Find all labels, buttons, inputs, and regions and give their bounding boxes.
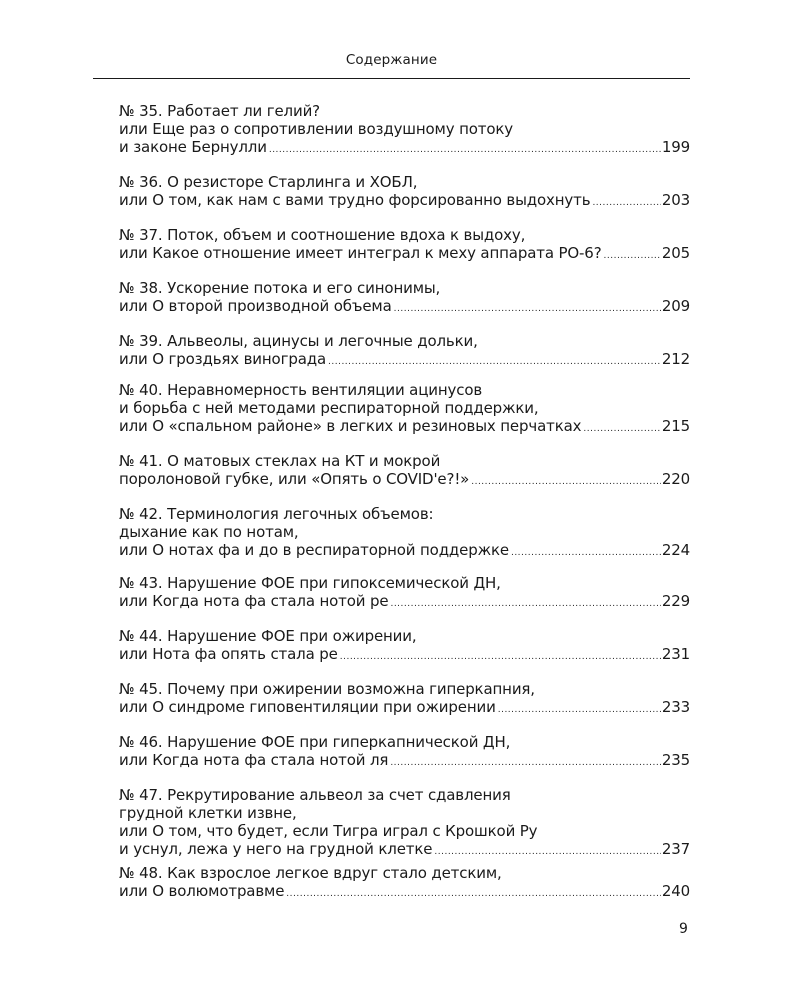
entry-last-line (119, 882, 690, 900)
entry-last-line (119, 840, 690, 858)
toc-entry-35[interactable] (119, 102, 690, 156)
entry-line: № 42. Терминология легочных объемов: (119, 505, 434, 523)
dot-leader (604, 247, 661, 265)
entry-last-line (119, 592, 690, 610)
running-head: Содержание (345, 52, 438, 68)
entry-last-line (119, 297, 690, 315)
entry-text: или О нотах фа и до в респираторной поддержке (119, 541, 509, 559)
dot-leader (583, 420, 660, 438)
entry-last-line (119, 541, 690, 559)
entry-text: поролоновой губке, или «Опять о COVID'е?!» (119, 470, 470, 488)
entry-last-line (119, 645, 690, 663)
page-number: 237 (661, 840, 690, 858)
toc-entry-39[interactable] (119, 332, 690, 368)
entry-text: и уснул, лежа у него на грудной клетке (119, 840, 433, 858)
dot-leader (394, 300, 661, 318)
page-number: 199 (661, 138, 690, 156)
page-number: 215 (661, 417, 690, 435)
entry-text: или О гроздьях винограда (119, 350, 326, 368)
dot-leader (340, 648, 661, 666)
toc-entry-37[interactable] (119, 226, 690, 262)
page-number: 205 (661, 244, 690, 262)
entry-line: № 40. Неравномерность вентиляции ацинусов (119, 381, 483, 399)
dot-leader (390, 595, 660, 613)
toc-entry-40[interactable] (119, 381, 690, 435)
toc-entry-47[interactable] (119, 786, 690, 858)
entry-text: или Какое отношение имеет интеграл к меху аппарата РО-6? (119, 244, 602, 262)
entry-last-line (119, 138, 690, 156)
page-number: 235 (661, 751, 690, 769)
page-folio: 9 (679, 921, 688, 937)
page-number: 224 (661, 541, 690, 559)
entry-line: № 46. Нарушение ФОЕ при гиперкапнической ДН, (119, 733, 511, 751)
entry-text: или Когда нота фа стала нотой ре (119, 592, 389, 610)
entry-last-line (119, 244, 690, 262)
entry-line: № 39. Альвеолы, ацинусы и легочные дольки, (119, 332, 478, 350)
page-number: 229 (661, 592, 690, 610)
toc-entry-43[interactable] (119, 574, 690, 610)
dot-leader (592, 194, 660, 212)
page-number: 220 (661, 470, 690, 488)
entry-text: или О «спальном районе» в легких и резиновых перчатках (119, 417, 582, 435)
dot-leader (390, 754, 661, 772)
entry-line: № 48. Как взрослое легкое вдруг стало детским, (119, 864, 502, 882)
entry-last-line (119, 350, 690, 368)
entry-text: и законе Бернулли (119, 138, 267, 156)
entry-line: № 35. Работает ли гелий? (119, 102, 320, 120)
toc-entry-42[interactable] (119, 505, 690, 559)
dot-leader (471, 473, 661, 491)
toc-entry-46[interactable] (119, 733, 690, 769)
toc-entry-44[interactable] (119, 627, 690, 663)
entry-line: дыхание как по нотам, (119, 523, 299, 541)
page-number: 231 (661, 645, 690, 663)
entry-text: или О том, как нам с вами трудно форсированно выдохнуть (119, 191, 591, 209)
dot-leader (269, 141, 661, 159)
entry-line: № 36. О резисторе Старлинга и ХОБЛ, (119, 173, 418, 191)
dot-leader (286, 885, 661, 903)
entry-line: № 41. О матовых стеклах на КТ и мокрой (119, 452, 441, 470)
entry-line: или Еще раз о сопротивлении воздушному потоку (119, 120, 514, 138)
page-number: 233 (661, 698, 690, 716)
entry-text: или О волюмотравме (119, 882, 285, 900)
entry-line: № 47. Рекрутирование альвеол за счет сдавления (119, 786, 511, 804)
dot-leader (511, 544, 661, 562)
toc-entry-36[interactable] (119, 173, 690, 209)
entry-line: № 44. Нарушение ФОЕ при ожирении, (119, 627, 417, 645)
dot-leader (328, 353, 661, 371)
entry-text: или Нота фа опять стала ре (119, 645, 338, 663)
toc-entry-48[interactable] (119, 864, 690, 900)
header-rule (93, 78, 690, 79)
dot-leader (434, 843, 660, 861)
entry-text: или О синдроме гиповентиляции при ожирении (119, 698, 496, 716)
entry-line: грудной клетки извне, (119, 804, 297, 822)
entry-last-line (119, 698, 690, 716)
entry-line: или О том, что будет, если Тигра играл с Крошкой Ру (119, 822, 538, 840)
entry-last-line (119, 417, 690, 435)
entry-line: № 45. Почему при ожирении возможна гиперкапния, (119, 680, 535, 698)
toc-entry-38[interactable] (119, 279, 690, 315)
toc-entry-41[interactable] (119, 452, 690, 488)
toc-entry-45[interactable] (119, 680, 690, 716)
entry-last-line (119, 751, 690, 769)
page-number: 209 (661, 297, 690, 315)
entry-last-line (119, 470, 690, 488)
entry-line: № 38. Ускорение потока и его синонимы, (119, 279, 441, 297)
page-number: 203 (661, 191, 690, 209)
entry-line: № 37. Поток, объем и соотношение вдоха к выдоху, (119, 226, 526, 244)
entry-last-line (119, 191, 690, 209)
entry-line: № 43. Нарушение ФОЕ при гипоксемической ДН, (119, 574, 501, 592)
dot-leader (498, 701, 661, 719)
page-number: 212 (661, 350, 690, 368)
entry-text: или О второй производной объема (119, 297, 392, 315)
entry-text: или Когда нота фа стала нотой ля (119, 751, 389, 769)
entry-line: и борьба с ней методами респираторной поддержки, (119, 399, 539, 417)
page-number: 240 (661, 882, 690, 900)
